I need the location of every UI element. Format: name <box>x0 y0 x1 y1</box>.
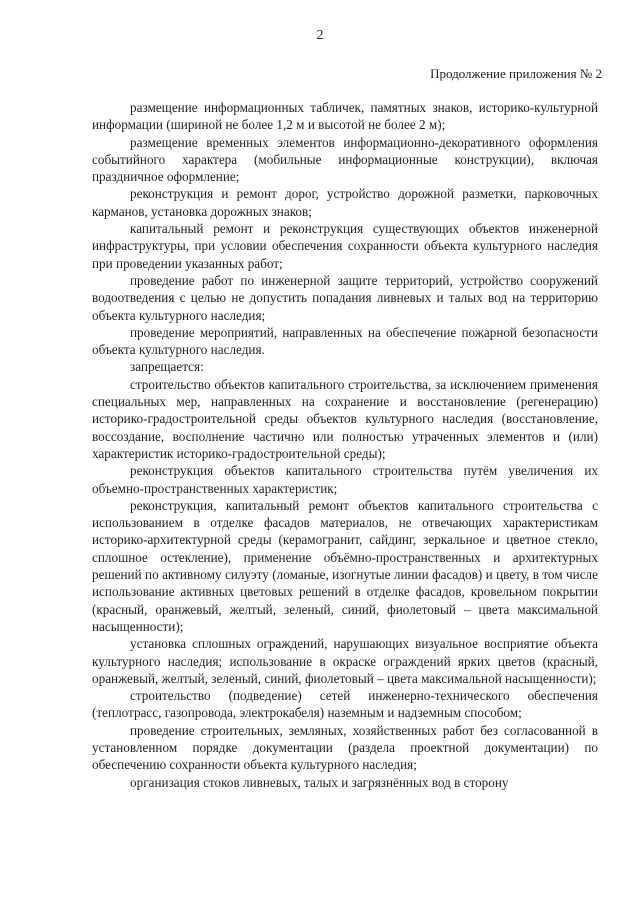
paragraph-prohibited-heading: запрещается: <box>130 359 204 375</box>
paragraph-fire-safety: проведение мероприятий, направленных на обеспечение пожарной безопасности объекта культурного наследия. <box>92 324 598 358</box>
paragraph-fences: установка сплошных ограждений, нарушающих визуальное восприятие объекта культурного наследия; использование в окраске ограждений ярких цветов (красный, оранжевый, желтый, зеленый, синий, фиолетовый – цвета максимальной насыщенности); <box>92 636 598 686</box>
paragraph-info-signs: размещение информационных табличек, памятных знаков, историко-культурной информации (шириной не более 1,2 м и высотой не более 2 м); <box>92 100 598 133</box>
document-body <box>92 99 598 791</box>
paragraph-temporary-decor: размещение временных элементов информационно-декоративного оформления событийного характера (мобильные информационные конструкции), включая праздничное оформление; <box>92 134 598 185</box>
paragraph-unapproved-works: проведение строительных, земляных, хозяйственных работ без согласованной в установленном порядке документации (раздела проектной документации) по обеспечению сохранности объекта культурного наследия; <box>92 722 598 773</box>
paragraph-reconstruction-volume: реконструкция объектов капитального строительства путём увеличения их объемно-пространственных характеристик; <box>92 463 598 496</box>
paragraph-utility-networks: строительство (подведение) сетей инженерно-технического обеспечения (теплотрасс, газопровода, электрокабеля) наземным и надземным способом; <box>92 688 598 721</box>
paragraph-facade-materials: реконструкция, капитальный ремонт объектов капитального строительства с использованием в отделке фасадов материалов, не отвечающих характеристикам историко-архитектурной среды (керамогранит, сайдинг, зеркальное и цветное стекло, сплошное остекление), применение объёмно-пространственных и архитектурных решений по активному силуэту (ломаные, изогнутые линии фасадов) и цвету, в том числе использование активных цветовых решений в отделке фасадов, кровельном покрытии (красный, оранжевый, желтый, зеленый, синий, фиолетовый – цвета максимальной насыщенности); <box>92 497 598 634</box>
paragraph-infrastructure-repair: капитальный ремонт и реконструкция существующих объектов инженерной инфраструктуры, при условии обеспечения сохранности объекта культурного наследия при проведении указанных работ; <box>92 221 598 271</box>
paragraph-drainage: организация стоков ливневых, талых и загрязнённых вод в сторону <box>130 774 509 790</box>
paragraph-construction-ban: строительство объектов капитального строительства, за исключением применения специальных мер, направленных на сохранение и восстановление (регенерацию) историко-градостроительной среды объектов культурного наследия (восстановление, воссоздание, восполнение частично или полностью утраченных элементов и (или) характеристик историко-градостроительной среды); <box>92 376 598 461</box>
appendix-continuation-header: Продолжение приложения № 2 <box>430 66 602 81</box>
paragraph-engineering-protection: проведение работ по инженерной защите территорий, устройство сооружений водоотведения с целью не допустить попадания ливневых и талых вод на территорию объекта культурного наследия; <box>92 272 598 323</box>
paragraph-road-works: реконструкция и ремонт дорог, устройство дорожной разметки, парковочных карманов, установка дорожных знаков; <box>92 186 598 219</box>
page-number: 2 <box>316 28 324 43</box>
